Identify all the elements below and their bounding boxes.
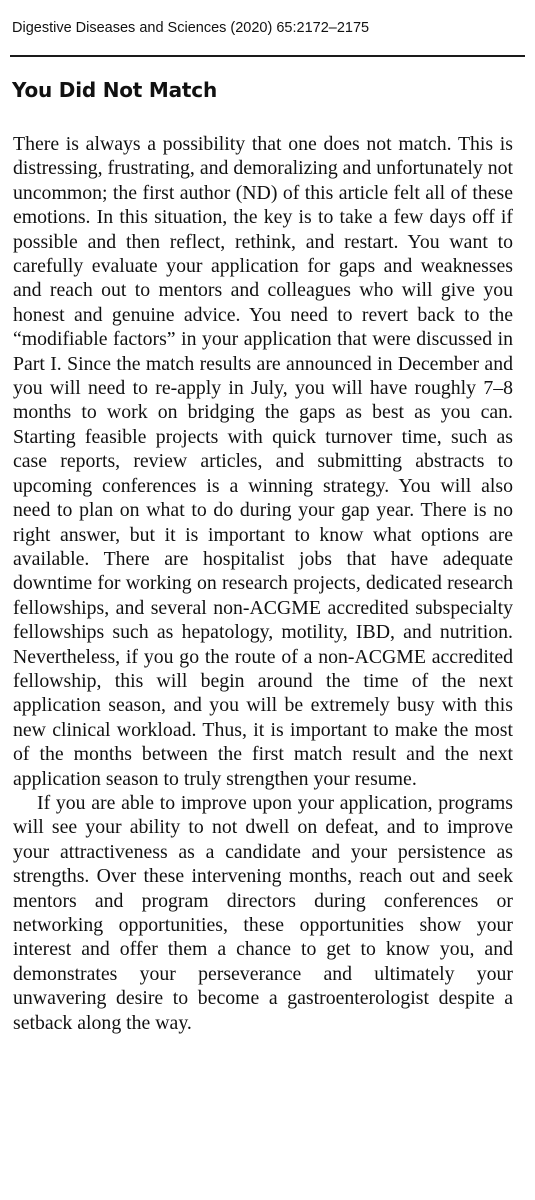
section-heading: You Did Not Match [12, 78, 217, 102]
body-paragraph-1: There is always a possibility that one does not match. This is distressing, frustrating, and demoralizing and unfortunately not uncommon; the first author (ND) of this article felt all of these emotions. In this situation, the key is to take a few days off if possible and then reflect, rethink, and restart. You want to carefully evaluate your application for gaps and weaknesses and reach out to mentors and colleagues who will give you honest and genuine advice. You need to revert back to the “modifiable factors” in your application that were discussed in Part I. Since the match results are announced in December and you will need to re-apply in July, you will have roughly 7–8 months to work on bridging the gaps as best as you can. Starting feasible projects with quick turnover time, such as case reports, review articles, and submitting abstracts to upcoming conferences is a winning strategy. You will also need to plan on what to do during your gap year. There is no right answer, but it is important to know what options are available. There are hospitalist jobs that have adequate downtime for working on research projects, dedicated research fellowships, and several non-ACGME accredited subspecialty fellowships such as hepatology, motility, IBD, and nutrition. Nevertheless, if you go the route of a non-ACGME accredited fellowship, this will begin around the time of the next application season, and you will be extremely busy with this new clinical workload. Thus, it is important to make the most of the months between the first match result and the next application season to truly strengthen your resume. [13, 133, 513, 790]
section-body [13, 132, 513, 1035]
header-rule [10, 55, 525, 57]
body-paragraph-2: If you are able to improve upon your application, programs will see your ability to not dwell on defeat, and to improve your attractiveness as a candidate and your persistence as strengths. Over these intervening months, reach out and seek mentors and program directors during conferences or networking opportunities, these opportunities show your interest and offer them a chance to get to know you, and demonstrates your perseverance and ultimately your unwavering desire to become a gastroenterologist despite a setback along the way. [13, 791, 513, 1034]
journal-running-head: Digestive Diseases and Sciences (2020) 65:2172–2175 [12, 20, 370, 36]
